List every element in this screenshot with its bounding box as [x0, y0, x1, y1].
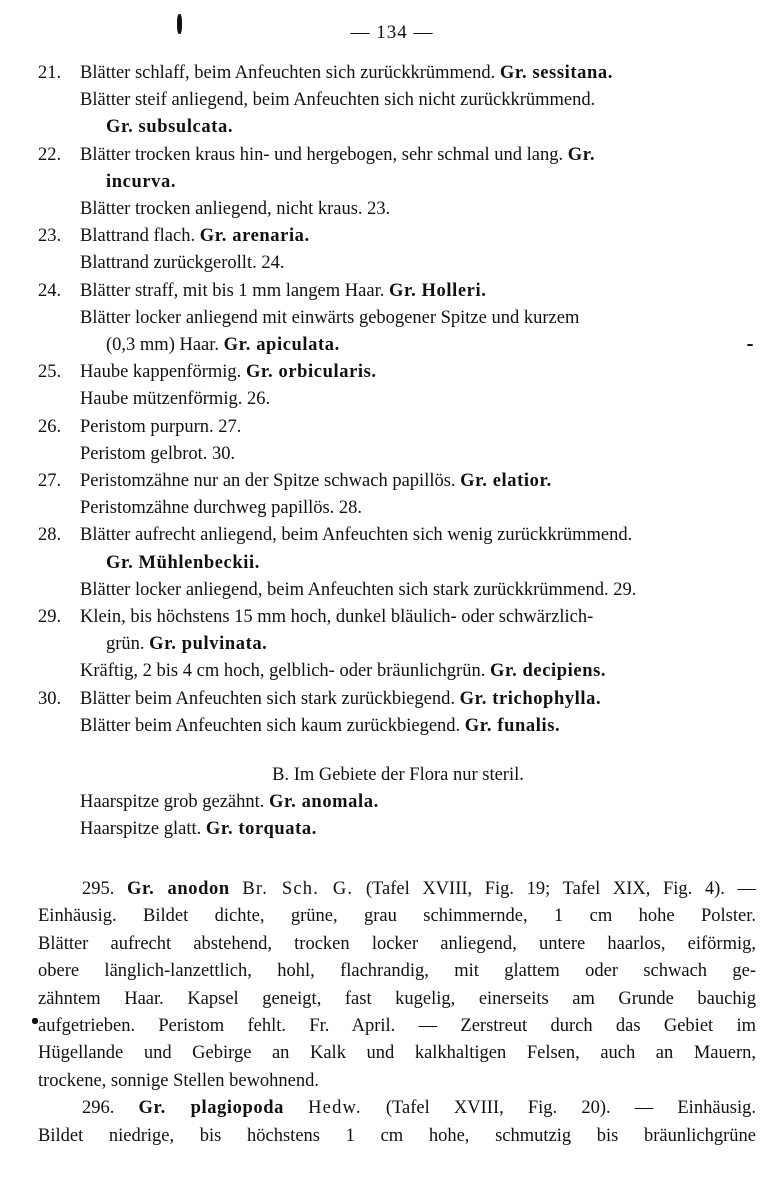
key-text: Blätter locker anliegend mit einwärts gebogener Spitze und kurzem	[80, 307, 580, 328]
taxon-name: Gr. elatior.	[460, 471, 552, 492]
taxon-name: Gr.	[567, 144, 596, 165]
key-text: grün.	[106, 634, 150, 655]
paragraph-line: Einhäusig. Bildet dichte, grüne, grau schimmernde, 1 cm hohe Polster.	[38, 906, 756, 927]
key-line	[80, 223, 758, 250]
paragraph-line: aufgetrieben. Peristom fehlt. Fr. April. — Zerstreut durch das Gebiet im	[38, 1016, 756, 1037]
paragraph-line: zähntem Haar. Kapsel geneigt, fast kugelig, einerseits am Grunde bauchig	[38, 988, 756, 1009]
key-line	[80, 658, 758, 685]
taxon-name: Gr. sessitana.	[499, 63, 613, 83]
key-couplet	[38, 468, 758, 522]
taxon-name: Gr. subsulcata.	[106, 117, 234, 138]
key-line	[80, 305, 758, 332]
key-line	[80, 816, 758, 843]
key-line	[80, 631, 758, 658]
couplet-number: 22.	[38, 144, 62, 165]
taxon-name: Gr. trichophylla.	[459, 688, 602, 709]
key-text: Blattrand flach.	[80, 226, 200, 247]
taxon-name: Gr. pulvinata.	[149, 634, 268, 655]
key-line	[80, 87, 758, 114]
taxon-name: incurva.	[106, 171, 177, 192]
key-couplet	[38, 522, 758, 604]
key-text: Blätter locker anliegend, beim Anfeuchten sich stark zurückkrümmend. 29.	[80, 579, 637, 600]
key-text: Klein, bis höchstens 15 mm hoch, dunkel bläulich- oder schwärzlich-	[80, 607, 594, 628]
key-line	[80, 196, 758, 223]
section-heading: B. Im Gebiete der Flora nur steril.	[272, 765, 524, 786]
key-couplet	[38, 223, 758, 277]
taxon-name: Gr. decipiens.	[489, 661, 607, 682]
key-text: Peristomzähne nur an der Spitze schwach papillös.	[80, 471, 461, 492]
couplet-number: 27.	[38, 471, 62, 492]
paragraph-line: obere länglich-lanzettlich, hohl, flachrandig, mit glattem oder schwach ge-	[38, 961, 756, 982]
key-text: Blattrand zurückgerollt. 24.	[80, 253, 285, 274]
key-line	[80, 522, 758, 549]
taxon-name: Gr. anomala.	[269, 792, 379, 813]
key-text: Haarspitze glatt.	[80, 819, 206, 840]
key-line	[80, 278, 758, 305]
taxon-name: Gr. apiculata.	[223, 335, 340, 356]
key-line	[80, 495, 758, 522]
key-text: Blätter beim Anfeuchten sich kaum zurückbiegend.	[80, 715, 465, 736]
key-couplet	[38, 60, 758, 142]
species-paragraph	[38, 1095, 756, 1150]
couplet-number: 21.	[38, 63, 62, 83]
key-text: Blätter trocken anliegend, nicht kraus. 23.	[80, 199, 391, 220]
key-couplet	[38, 359, 758, 413]
key-line	[80, 550, 758, 577]
key-line	[80, 441, 758, 468]
key-text: Kräftig, 2 bis 4 cm hoch, gelblich- oder bräunlichgrün.	[80, 661, 490, 682]
key-couplet	[38, 414, 758, 468]
paragraph-line: Bildet niedrige, bis höchstens 1 cm hohe, schmutzig bis bräunlichgrüne	[38, 1125, 756, 1146]
key-text: Haube kappenförmig.	[80, 362, 246, 383]
key-line	[80, 686, 758, 713]
taxon-name: Gr. Holleri.	[388, 280, 487, 301]
key-couplet	[38, 604, 758, 686]
key-line	[80, 114, 758, 141]
paragraph-line: trockene, sonnige Stellen bewohnend.	[38, 1070, 320, 1091]
species-name: Gr. anodon	[126, 879, 230, 899]
species-author: Hedw.	[308, 1098, 362, 1119]
key-text: Blätter aufrecht anliegend, beim Anfeuchten sich wenig zurückkrümmend.	[80, 525, 633, 546]
paragraph-line	[38, 1095, 756, 1122]
key-line	[80, 604, 758, 631]
couplet-number: 24.	[38, 280, 62, 301]
key-text: Haarspitze grob gezähnt.	[80, 792, 270, 813]
key-text: Blätter beim Anfeuchten sich stark zurückbiegend.	[80, 688, 460, 709]
paragraph-text: (Tafel XVIII, Fig. 19; Tafel XIX, Fig. 4). —	[365, 879, 757, 899]
page-number: — 134 —	[350, 22, 434, 43]
paragraph-line	[38, 876, 756, 903]
key-text: Peristom gelbrot. 30.	[80, 443, 236, 464]
key-line	[80, 359, 758, 386]
key-text: Peristomzähne durchweg papillös. 28.	[80, 498, 363, 519]
key-line	[80, 169, 758, 196]
key-line	[80, 60, 758, 87]
taxon-name: Gr. funalis.	[464, 715, 561, 736]
couplet-number: 30.	[38, 688, 62, 709]
key-text: Haube mützenförmig. 26.	[80, 389, 271, 410]
key-text: Blätter steif anliegend, beim Anfeuchten sich nicht zurückkrümmend.	[80, 90, 596, 111]
key-line	[80, 468, 758, 495]
couplet-number: 25.	[38, 362, 62, 383]
species-number: 296.	[82, 1098, 139, 1119]
taxon-name: Gr. torquata.	[205, 819, 317, 840]
couplet-number: 23.	[38, 226, 62, 247]
species-name: Gr. plagiopoda	[138, 1098, 284, 1119]
key-text: (0,3 mm) Haar.	[106, 335, 224, 356]
key-line	[80, 142, 758, 169]
key-line	[80, 789, 758, 816]
page-header	[0, 22, 784, 44]
key-line	[80, 414, 758, 441]
species-descriptions	[38, 876, 756, 1150]
key-couplet	[38, 142, 758, 224]
key-text: Blätter schlaff, beim Anfeuchten sich zurückkrümmend.	[80, 63, 500, 83]
key-text: Peristom purpurn. 27.	[80, 416, 242, 437]
species-number: 295.	[82, 879, 127, 899]
paragraph-line: Hügellande und Gebirge an Kalk und kalkhaltigen Felsen, auch an Mauern,	[38, 1043, 756, 1064]
key-line	[80, 250, 758, 277]
species-author: Br. Sch. G.	[242, 879, 354, 899]
couplet-number: 29.	[38, 607, 62, 628]
taxon-name: Gr. orbicularis.	[245, 362, 377, 383]
key-text: Blätter straff, mit bis 1 mm langem Haar.	[80, 280, 389, 301]
key-text: Blätter trocken kraus hin- und hergebogen, sehr schmal und lang.	[80, 144, 568, 165]
identification-key	[38, 60, 758, 844]
species-paragraph	[38, 876, 756, 1095]
paragraph-text: (Tafel XVIII, Fig. 20). — Einhäusig.	[385, 1098, 756, 1119]
key-couplet	[38, 686, 758, 740]
key-couplet	[38, 278, 758, 360]
key-line	[80, 332, 758, 359]
taxon-name: Gr. arenaria.	[199, 226, 310, 247]
key-line	[80, 577, 758, 604]
paragraph-line: Blätter aufrecht abstehend, trocken locker anliegend, untere haarlos, eiförmig,	[38, 933, 756, 954]
taxon-name: Gr. Mühlenbeckii.	[106, 552, 260, 573]
couplet-number: 26.	[38, 416, 62, 437]
couplet-number: 28.	[38, 525, 62, 546]
sterile-key	[38, 789, 758, 843]
key-line	[80, 713, 758, 740]
key-line	[80, 386, 758, 413]
